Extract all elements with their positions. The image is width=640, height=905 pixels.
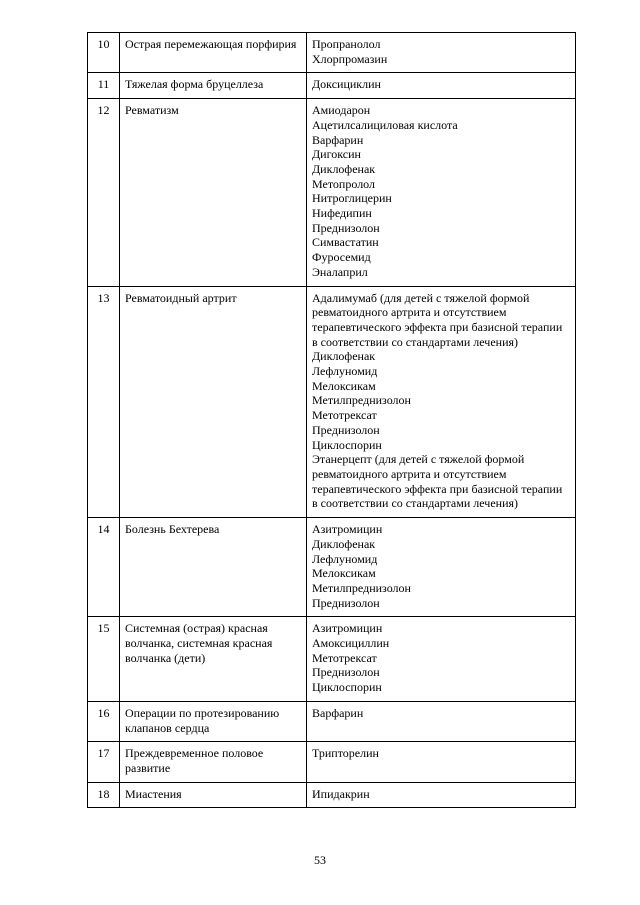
table-row <box>88 99 576 286</box>
drug-item: Доксициклин <box>312 77 381 92</box>
drug-item: Хлорпромазин <box>312 51 388 66</box>
disease-name: Преждевременное половое развитие <box>120 742 307 782</box>
drug-item: Амиодарон <box>312 103 371 118</box>
drug-table <box>87 32 576 808</box>
drug-item: Диклофенак <box>312 161 376 176</box>
drug-item: Азитромицин <box>312 522 383 537</box>
table-row <box>88 518 576 617</box>
drug-item: Пропранолол <box>312 37 381 51</box>
row-number: 10 <box>88 33 120 73</box>
drug-item: Преднизолон <box>312 665 380 680</box>
table-row <box>88 701 576 741</box>
row-number: 18 <box>88 782 120 808</box>
drug-item: Метилпреднизолон <box>312 580 411 595</box>
drug-item: Преднизолон <box>312 422 380 437</box>
row-number: 12 <box>88 99 120 286</box>
table-row <box>88 742 576 782</box>
drug-item: Ацетилсалициловая кислота <box>312 117 458 132</box>
drug-item: Циклоспорин <box>312 680 382 695</box>
disease-name: Системная (острая) красная волчанка, системная красная волчанка (дети) <box>120 617 307 702</box>
drug-item: Лефлуномид <box>312 551 378 566</box>
page-number: 53 <box>314 853 326 867</box>
disease-name: Острая перемежающая порфирия <box>120 33 307 73</box>
drug-list <box>307 286 576 518</box>
drug-item: Азитромицин <box>312 621 383 636</box>
drug-item: Мелоксикам <box>312 378 376 393</box>
drug-item: Дигоксин <box>312 147 361 162</box>
row-number: 11 <box>88 73 120 99</box>
disease-name: Ревматизм <box>120 99 307 286</box>
drug-list <box>307 33 576 73</box>
drug-item: Лефлуномид <box>312 364 378 379</box>
table-row <box>88 782 576 808</box>
table-body <box>88 33 576 808</box>
drug-item: Метилпреднизолон <box>312 393 411 408</box>
drug-list <box>307 701 576 741</box>
drug-item: Преднизолон <box>312 220 380 235</box>
drug-list <box>307 99 576 286</box>
drug-item: Циклоспорин <box>312 437 382 452</box>
drug-item: Нитроглицерин <box>312 191 392 206</box>
drug-item: Метотрексат <box>312 408 377 423</box>
drug-item: Варфарин <box>312 132 364 147</box>
drug-item: Диклофенак <box>312 349 376 364</box>
drug-item: Ипидакрин <box>312 786 370 801</box>
drug-item: Трипторелин <box>312 746 379 761</box>
drug-list <box>307 617 576 702</box>
disease-name: Болезнь Бехтерева <box>120 518 307 617</box>
row-number: 14 <box>88 518 120 617</box>
drug-item: Метопролол <box>312 176 376 191</box>
drug-item: Диклофенак <box>312 536 376 551</box>
disease-name: Тяжелая форма бруцеллеза <box>120 73 307 99</box>
drug-list <box>307 518 576 617</box>
table-row <box>88 617 576 702</box>
drug-item: Симвастатин <box>312 235 379 250</box>
row-number: 16 <box>88 701 120 741</box>
drug-item: Нифедипин <box>312 206 372 221</box>
table-row <box>88 286 576 518</box>
drug-item: Фуросемид <box>312 250 371 265</box>
disease-name: Миастения <box>120 782 307 808</box>
row-number: 17 <box>88 742 120 782</box>
drug-list <box>307 782 576 808</box>
drug-item: Амоксициллин <box>312 636 390 651</box>
drug-item: Мелоксикам <box>312 566 376 581</box>
row-number: 15 <box>88 617 120 702</box>
drug-list <box>307 73 576 99</box>
disease-name: Операции по протезированию клапанов сердца <box>120 701 307 741</box>
drug-item: Эналаприл <box>312 264 368 279</box>
table-row <box>88 73 576 99</box>
disease-name: Ревматоидный артрит <box>120 286 307 518</box>
drug-item: Этанерцепт (для детей с тяжелой формой ревматоидного артрита и отсутствием терапевтического эффекта при базисной терапии в соответствии со стандартами лечения) <box>312 452 563 511</box>
drug-item: Варфарин <box>312 705 364 720</box>
row-number: 13 <box>88 286 120 518</box>
table-row <box>88 33 576 73</box>
drug-item: Адалимумаб (для детей с тяжелой формой ревматоидного артрита и отсутствием терапевтического эффекта при базисной терапии в соответствии со стандартами лечения) <box>312 290 563 349</box>
drug-item: Метотрексат <box>312 650 377 665</box>
drug-list <box>307 742 576 782</box>
drug-item: Преднизолон <box>312 595 380 610</box>
